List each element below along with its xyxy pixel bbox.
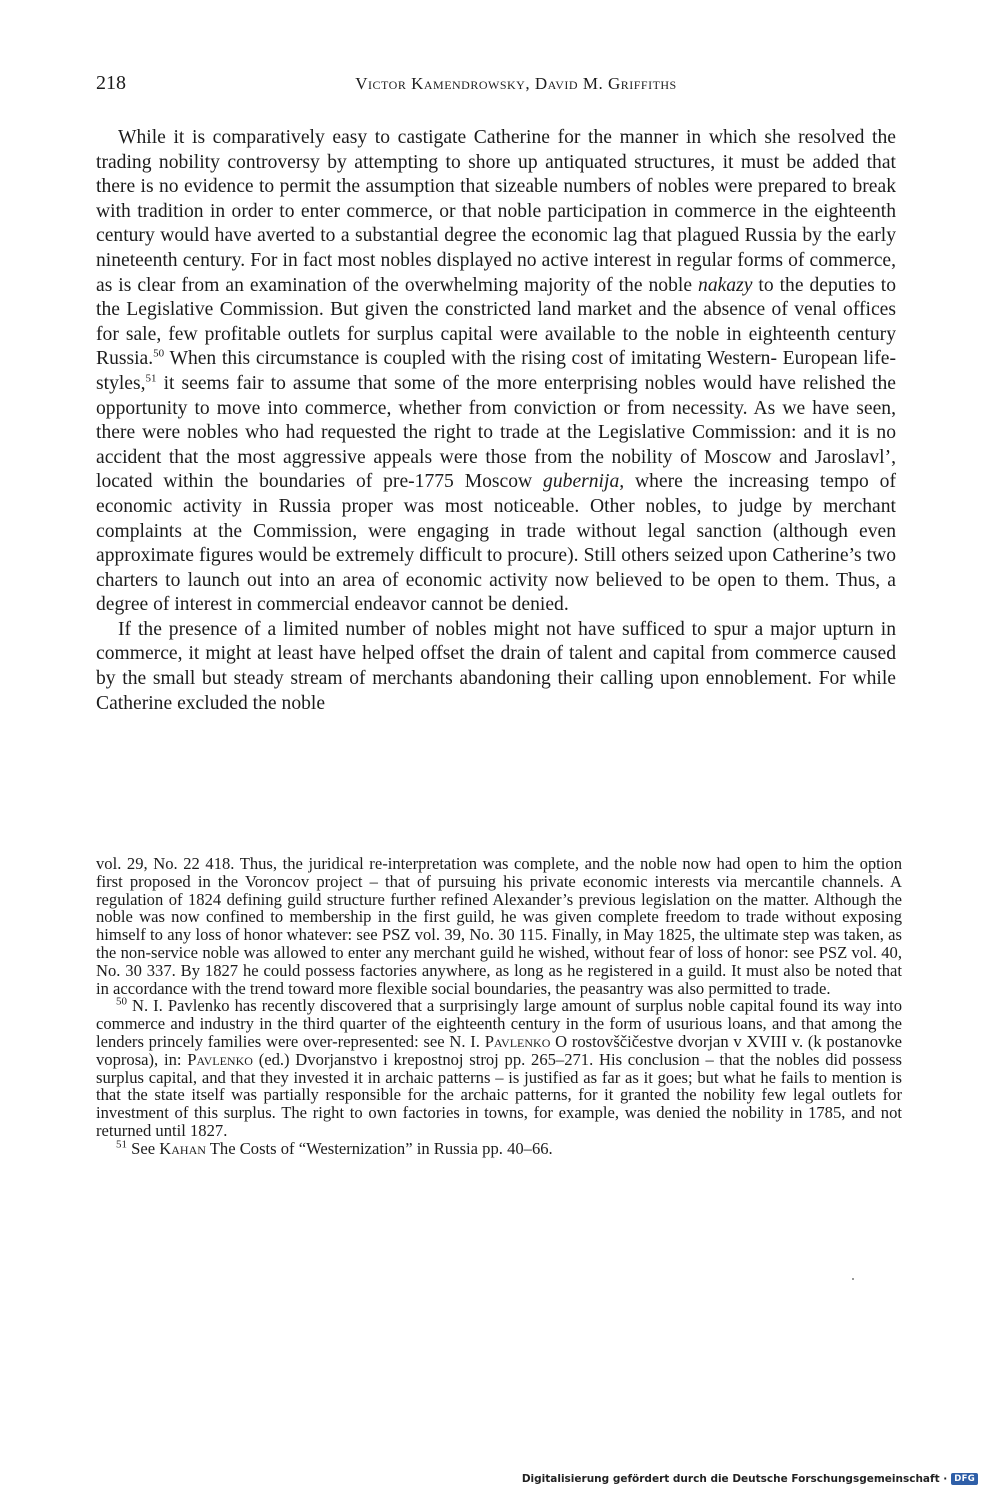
italic-term: gubernija, xyxy=(543,471,625,493)
text-run: it seems fair to assume that some of the more enterprising nobles would have relished the opportunity to move into commerce, whether from conviction or from necessity. As we have seen, there were nobles who had requested the right to trade at the Legislative Commission: and it is no accident that the most aggressive appeals were those from the nobility of Moscow and Jaroslavl’, located within the boundaries of pre-1775 Moscow xyxy=(96,372,896,493)
text-run: While it is comparatively easy to castigate Catherine for the manner in which she resolved the trading nobility controversy by attempting to shore up antiquated structures, it must be added that there is no evidence to permit the assumption that sizeable numbers of nobles were prepared to break with tradition in order to enter commerce, or that noble participation in commerce in the eighteenth century would have averted to a substantial degree the economic lag that plagued Russia by the early nineteenth century. For in fact most nobles displayed no active interest in regular forms of commerce, as is clear from an examination of the overwhelming majority of the noble xyxy=(96,127,896,296)
paragraph-1 xyxy=(96,126,896,618)
text-run: When this circumstance is coupled with the rising cost of imitating Western- European life-styles, xyxy=(96,348,896,394)
credit-text: Digitalisierung gefördert durch die Deutsche Forschungsgemeinschaft · xyxy=(521,1473,948,1485)
text-run: The Costs of “Westernization” in Russia pp. 40–66. xyxy=(205,1138,553,1158)
text-run: O rostovščičestve dvorjan v XVIII v. (k postanovke voprosa), in: xyxy=(96,1031,902,1069)
running-head: Victor Kamendrowsky, David M. Griffiths xyxy=(355,74,677,93)
italic-term: nakazy xyxy=(698,274,753,296)
footnote-51 xyxy=(96,1140,902,1158)
footnote-number: 50 xyxy=(116,995,127,1008)
footnotes xyxy=(96,855,902,1158)
paragraph-2: If the presence of a limited number of nobles might not have sufficed to spur a major upturn in commerce, it might at least have helped offset the drain of talent and capital from commerce caused by the small but steady stream of merchants abandoning their calling upon ennoblement. For while Catherine excluded the noble xyxy=(96,618,896,714)
author-name: Kahan xyxy=(159,1138,206,1158)
author-name: Pavlenko xyxy=(187,1049,253,1069)
digitization-credit xyxy=(522,1473,978,1485)
scan-speck xyxy=(852,1278,854,1280)
author-name: Pavlenko xyxy=(484,1031,551,1051)
text-run: (ed.) Dvorjanstvo i krepostnoj stroj pp. 265–271. His conclusion – that the nobles did possess surplus capital, and that they invested it in archaic patterns – is justified as far as it goes; but what he fails to mention is that the state itself was partially responsible for the archaic patterns, for it granted the nobility few legal outlets for investment of this surplus. The right to own factories in towns, for example, was denied the nobility in 1785, and not returned until 1827. xyxy=(96,1049,902,1140)
dfg-logo-icon: DFG xyxy=(951,1473,978,1485)
page-header xyxy=(96,72,896,102)
text-run: where the increasing tempo of economic activity in Russia proper was most noticeable. Other nobles, to judge by merchant complaints at the Commission, were engaging in trade without legal sanction (although even approximate figures would be extremely difficult to procure). Still others seized upon Catherine’s two charters to launch out into an area of economic activity now believed to be open to them. Thus, a degree of interest in commercial endeavor cannot be denied. xyxy=(96,471,897,616)
footnote-continuation: vol. 29, No. 22 418. Thus, the juridical re-interpretation was complete, and the noble now had open to him the option first proposed in the Voroncov project – that of pursuing his private economic interests via mercantile channels. A regulation of 1824 defining guild structure further refined Alexander’s previous legislation on the matter. Although the noble was now confined to membership in the first guild, he was given complete freedom to trade without exposing himself to any loss of honor whatever: see PSZ vol. 39, No. 30 115. Finally, in May 1825, the ultimate step was taken, as the non-service noble was allowed to enter any merchant guild he wished, without fear of loss of honor: see PSZ vol. 40, No. 30 337. By 1827 he could possess factories anywhere, as long as he registered in a guild. It must also be noted that in accordance with the trend toward more flexible social boundaries, the peasantry was also permitted to trade. xyxy=(96,854,902,998)
text-run: See xyxy=(127,1138,160,1158)
text-run: N. I. Pavlenko has recently discovered that a surprisingly large amount of surplus noble capital found its way into commerce and industry in the third quarter of the eighteenth century in the form of usurious loans, and that among the lenders princely families were over-represented: see N. I. xyxy=(96,996,902,1051)
text-run: to the deputies to the Legislative Commission. But given the constricted land market and the absence of venal offices for sale, few profitable outlets for surplus capital were available to the noble in eighteenth century Russia. xyxy=(96,274,897,370)
footnote-number: 51 xyxy=(116,1138,127,1151)
footnote-50 xyxy=(96,997,902,1139)
page-number: 218 xyxy=(96,72,126,94)
footnote-ref-50[interactable]: 50 xyxy=(153,347,165,360)
main-text xyxy=(96,126,896,716)
footnote-ref-51[interactable]: 51 xyxy=(145,372,157,385)
